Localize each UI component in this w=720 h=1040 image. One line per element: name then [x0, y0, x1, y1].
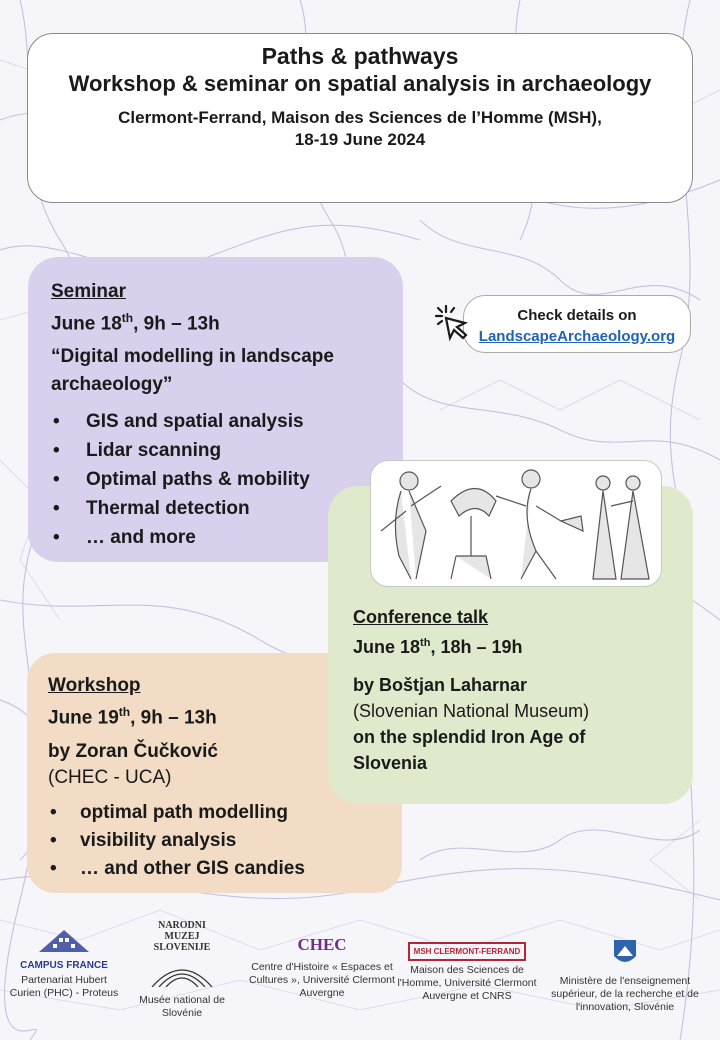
check-details-label: Check details on [517, 307, 637, 324]
chec-logo: CHEC Centre d'Histoire « Espaces et Cultures », Université Clermont Auvergne [249, 935, 395, 999]
seminar-quote: “Digital modelling in landscape archaeology” [51, 346, 334, 396]
list-item: • GIS and spatial analysis [51, 407, 403, 436]
partner-logos [0, 920, 720, 1040]
conference-affiliation: (Slovenian National Museum) [353, 701, 590, 721]
list-item: • optimal path modelling [48, 799, 402, 827]
seminar-heading: Seminar [51, 281, 126, 302]
workshop-date: June 19th, 9h – 13h [48, 705, 217, 729]
campus-france-icon [39, 930, 89, 956]
workshop-affiliation: (CHEC - UCA) [48, 767, 172, 789]
poster-subtitle: Workshop & seminar on spatial analysis in archaeology [68, 71, 652, 96]
click-cursor-icon [432, 302, 472, 342]
msh-logo: MSH CLERMONT-FERRAND Maison des Sciences de l'Homme, Université Clermont Auvergne et CNRS [397, 942, 537, 1003]
list-item: • visibility analysis [48, 827, 402, 855]
ministry-logo: Ministère de l'enseignement supérieur, de la recherche et de l'innovation, Slovénie [550, 938, 700, 1014]
event-location: Clermont-Ferrand, Maison des Sciences de l’Homme (MSH), [118, 108, 602, 127]
workshop-heading: Workshop [48, 675, 141, 696]
conference-speaker: by Boštjan Laharnar [353, 675, 528, 695]
event-dates: 18-19 June 2024 [294, 130, 426, 149]
workshop-topics [48, 799, 402, 883]
narodni-muzej-logo: NARODNI MUZEJ SLOVENIJE Musée national de Slovénie [139, 920, 225, 1019]
list-item: • … and more [51, 523, 403, 552]
poster-title: Paths & pathways [261, 43, 459, 69]
list-item: • … and other GIS candies [48, 855, 402, 883]
workshop-speaker: by Zoran Čučković [48, 741, 218, 763]
slovenia-coat-of-arms-icon [612, 938, 638, 968]
header-card [27, 33, 693, 203]
conference-date: June 18th, 18h – 19h [353, 637, 523, 657]
museum-arch-icon [147, 953, 217, 987]
conference-topic: on the splendid Iron Age of Slovenia [353, 727, 586, 773]
conference-heading: Conference talk [353, 607, 489, 627]
seminar-date: June 18th, 9h – 13h [51, 311, 220, 335]
website-link[interactable]: LandscapeArchaeology.org [478, 328, 676, 345]
check-details-box [463, 295, 691, 353]
list-item: • Thermal detection [51, 494, 403, 523]
list-item: • Optimal paths & mobility [51, 465, 403, 494]
list-item: • Lidar scanning [51, 436, 403, 465]
situla-relief-image [370, 460, 662, 587]
campus-france-logo: CAMPUS FRANCE Partenariat Hubert Curien (PHC) - Proteus [5, 930, 123, 1000]
